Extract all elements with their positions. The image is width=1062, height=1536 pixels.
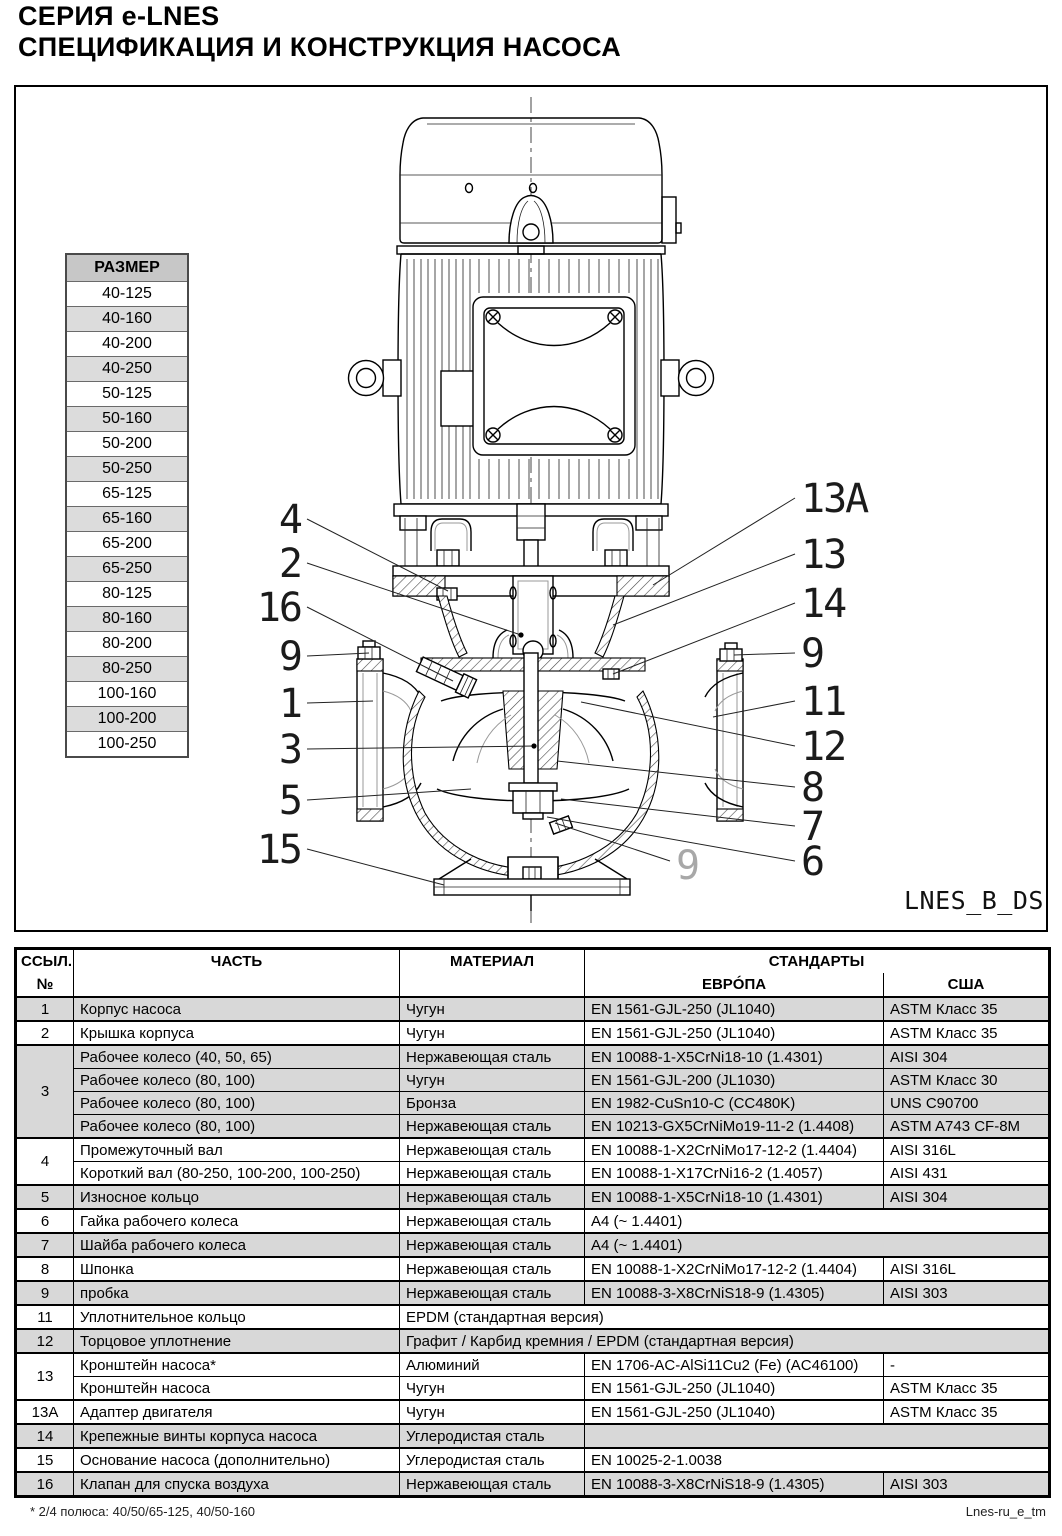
size-row: 40-250 — [67, 356, 187, 381]
leader-dot — [518, 632, 523, 637]
part-cell: Промежуточный вал — [74, 1138, 400, 1162]
ref-cell: 2 — [16, 1021, 74, 1045]
part-cell: Уплотнительное кольцо — [74, 1305, 400, 1329]
lifting-eye-right-icon — [661, 360, 714, 396]
usa-cell: AISI 303 — [884, 1281, 1050, 1305]
parts-header-row-1 — [16, 949, 1050, 974]
ref-cell: 15 — [16, 1448, 74, 1472]
parts-row — [16, 1115, 1050, 1139]
casing-screw — [603, 669, 619, 679]
size-row: 50-250 — [67, 456, 187, 481]
part-cell: Короткий вал (80-250, 100-200, 100-250) — [74, 1162, 400, 1186]
parts-row — [16, 1448, 1050, 1472]
usa-cell: ASTM A743 CF-8M — [884, 1115, 1050, 1139]
europe-cell: EN 10213-GX5CrNiMo19-11-2 (1.4408) — [585, 1115, 884, 1139]
callout-label: 9 — [801, 631, 824, 677]
material-cell: Нержавеющая сталь — [400, 1209, 585, 1233]
usa-cell: ASTM Класс 35 — [884, 1377, 1050, 1401]
impeller-washer — [509, 783, 557, 791]
leader-line — [307, 519, 448, 591]
leader-line — [734, 653, 795, 655]
ref-cell: 8 — [16, 1257, 74, 1281]
parts-table — [14, 947, 1051, 1498]
europe-cell: EN 1706-AC-AlSi11Cu2 (Fe) (AC46100) — [585, 1353, 884, 1377]
usa-header: США — [884, 973, 1050, 997]
ref-cell: 11 — [16, 1305, 74, 1329]
europe-header: ЕВРÓПА — [585, 973, 884, 997]
part-header: ЧАСТЬ — [74, 949, 400, 998]
material-cell: Нержавеющая сталь — [400, 1115, 585, 1139]
discharge-flange — [717, 659, 743, 821]
size-row: 80-200 — [67, 631, 187, 656]
impeller-nut — [513, 791, 553, 813]
ref-cell: 9 — [16, 1281, 74, 1305]
parts-row — [16, 1209, 1050, 1233]
part-cell: Рабочее колесо (80, 100) — [74, 1115, 400, 1139]
leader-line — [653, 498, 795, 585]
part-cell: Основание насоса (дополнительно) — [74, 1448, 400, 1472]
ref-cell: 13A — [16, 1400, 74, 1424]
part-cell: Крепежные винты корпуса насоса — [74, 1424, 400, 1448]
size-table — [65, 253, 189, 758]
europe-cell: A4 (~ 1.4401) — [585, 1233, 1050, 1257]
callout-label: 16 — [256, 585, 301, 631]
europe-cell: EN 1561-GJL-200 (JL1030) — [585, 1069, 884, 1092]
size-row: 80-160 — [67, 606, 187, 631]
usa-cell: UNS C90700 — [884, 1092, 1050, 1115]
callout-label: 14 — [801, 581, 846, 627]
size-row: 65-160 — [67, 506, 187, 531]
base-plate — [434, 857, 630, 911]
part-cell: Кронштейн насоса — [74, 1377, 400, 1401]
size-row: 50-125 — [67, 381, 187, 406]
parts-row — [16, 1233, 1050, 1257]
size-row: 50-160 — [67, 406, 187, 431]
usa-cell: ASTM Класс 35 — [884, 1021, 1050, 1045]
usa-cell: AISI 316L — [884, 1138, 1050, 1162]
standards-header: СТАНДАРТЫ — [585, 949, 1050, 974]
conduit-box — [441, 371, 474, 426]
page-title: СЕРИЯ e-LNES — [18, 1, 220, 31]
drawing-code: LNES_B_DS — [904, 886, 1044, 915]
europe-cell: EN 10088-1-X5CrNi18-10 (1.4301) — [585, 1185, 884, 1209]
page-subtitle: СПЕЦИФИКАЦИЯ И КОНСТРУКЦИЯ НАСОСА — [18, 32, 622, 62]
usa-cell: AISI 303 — [884, 1472, 1050, 1497]
callout-label: 9 — [676, 843, 699, 889]
part-cell: Клапан для спуска воздуха — [74, 1472, 400, 1497]
ref-cell: 1 — [16, 997, 74, 1021]
material-cell: Чугун — [400, 997, 585, 1021]
callout-label: 5 — [278, 778, 301, 824]
ref-cell: 6 — [16, 1209, 74, 1233]
europe-cell: EN 10025-2-1.0038 — [585, 1448, 1050, 1472]
size-row: 100-160 — [67, 681, 187, 706]
part-cell: Гайка рабочего колеса — [74, 1209, 400, 1233]
size-row: 65-250 — [67, 556, 187, 581]
ref-cell: 16 — [16, 1472, 74, 1497]
europe-cell: A4 (~ 1.4401) — [585, 1209, 1050, 1233]
terminal-box — [473, 297, 635, 455]
callout-label: 13 — [801, 532, 846, 578]
material-cell: Алюминий — [400, 1353, 585, 1377]
usa-cell: ASTM Класс 35 — [884, 997, 1050, 1021]
usa-cell: ASTM Класс 30 — [884, 1069, 1050, 1092]
motor-fan-cover — [400, 118, 681, 254]
parts-row — [16, 1329, 1050, 1353]
material-cell: Углеродистая сталь — [400, 1448, 585, 1472]
europe-cell: EN 1561-GJL-250 (JL1040) — [585, 1021, 884, 1045]
usa-cell: AISI 304 — [884, 1185, 1050, 1209]
material-cell: Чугун — [400, 1069, 585, 1092]
part-cell: Крышка корпуса — [74, 1021, 400, 1045]
material-cell: EPDM (стандартная версия) — [400, 1305, 1050, 1329]
size-row: 100-200 — [67, 706, 187, 731]
callout-label: 4 — [278, 497, 301, 543]
material-header: МАТЕРИАЛ — [400, 949, 585, 998]
ref-header-line2: № — [36, 976, 54, 993]
usa-cell: - — [884, 1353, 1050, 1377]
material-cell: Чугун — [400, 1021, 585, 1045]
ref-cell: 5 — [16, 1185, 74, 1209]
callout-label: 3 — [278, 727, 301, 773]
ref-cell: 4 — [16, 1138, 74, 1185]
parts-row — [16, 1424, 1050, 1448]
material-cell: Нержавеющая сталь — [400, 1162, 585, 1186]
leader-line — [581, 702, 795, 746]
parts-row — [16, 997, 1050, 1021]
leader-line — [547, 817, 795, 861]
leader-line — [307, 746, 534, 749]
parts-row — [16, 1400, 1050, 1424]
part-cell: Адаптер двигателя — [74, 1400, 400, 1424]
callout-label: 8 — [801, 765, 824, 811]
parts-row — [16, 1045, 1050, 1069]
size-row: 40-160 — [67, 306, 187, 331]
part-cell: Торцовое уплотнение — [74, 1329, 400, 1353]
material-cell: Нержавеющая сталь — [400, 1281, 585, 1305]
leader-line — [307, 789, 471, 800]
europe-cell: EN 10088-3-X8CrNiS18-9 (1.4305) — [585, 1281, 884, 1305]
size-row: 65-125 — [67, 481, 187, 506]
part-cell: пробка — [74, 1281, 400, 1305]
ref-header — [16, 949, 74, 998]
parts-row — [16, 1305, 1050, 1329]
europe-cell: EN 10088-1-X2CrNiMo17-12-2 (1.4404) — [585, 1138, 884, 1162]
size-row: 100-250 — [67, 731, 187, 756]
size-row: 80-125 — [67, 581, 187, 606]
parts-row — [16, 1092, 1050, 1115]
part-cell: Шпонка — [74, 1257, 400, 1281]
usa-cell: AISI 304 — [884, 1045, 1050, 1069]
part-cell: Рабочее колесо (80, 100) — [74, 1069, 400, 1092]
parts-row — [16, 1281, 1050, 1305]
parts-row — [16, 1185, 1050, 1209]
size-table-header: РАЗМЕР — [67, 255, 187, 281]
material-cell: Нержавеющая сталь — [400, 1185, 585, 1209]
size-row: 80-250 — [67, 656, 187, 681]
material-cell: Нержавеющая сталь — [400, 1233, 585, 1257]
callout-label: 11 — [801, 679, 846, 725]
ref-cell: 13 — [16, 1353, 74, 1400]
parts-row — [16, 1162, 1050, 1186]
footnote: * 2/4 полюса: 40/50/65-125, 40/50-160 — [30, 1504, 256, 1519]
europe-cell: EN 1982-CuSn10-C (CC480K) — [585, 1092, 884, 1115]
part-cell: Корпус насоса — [74, 997, 400, 1021]
callout-label: 15 — [256, 827, 301, 873]
material-cell: Чугун — [400, 1377, 585, 1401]
callout-label: 12 — [801, 724, 846, 770]
material-cell: Нержавеющая сталь — [400, 1472, 585, 1497]
europe-cell: EN 1561-GJL-250 (JL1040) — [585, 997, 884, 1021]
usa-cell: AISI 431 — [884, 1162, 1050, 1186]
size-row: 40-125 — [67, 281, 187, 306]
callout-label: 6 — [801, 839, 824, 885]
part-cell: Шайба рабочего колеса — [74, 1233, 400, 1257]
part-cell: Кронштейн насоса* — [74, 1353, 400, 1377]
ref-cell: 14 — [16, 1424, 74, 1448]
size-row: 65-200 — [67, 531, 187, 556]
material-cell: Нержавеющая сталь — [400, 1045, 585, 1069]
europe-cell: EN 10088-1-X17CrNi16-2 (1.4057) — [585, 1162, 884, 1186]
europe-cell: EN 1561-GJL-250 (JL1040) — [585, 1377, 884, 1401]
ref-cell: 12 — [16, 1329, 74, 1353]
material-cell: Чугун — [400, 1400, 585, 1424]
europe-cell: EN 10088-1-X5CrNi18-10 (1.4301) — [585, 1045, 884, 1069]
ref-cell: 3 — [16, 1045, 74, 1138]
size-row: 50-200 — [67, 431, 187, 456]
parts-row — [16, 1069, 1050, 1092]
material-cell: Углеродистая сталь — [400, 1424, 585, 1448]
parts-row — [16, 1138, 1050, 1162]
leader-line — [557, 761, 795, 787]
leader-dot — [531, 743, 536, 748]
doc-code: Lnes-ru_e_tm — [965, 1504, 1046, 1519]
callout-label: 13A — [801, 476, 868, 522]
europe-cell: EN 10088-3-X8CrNiS18-9 (1.4305) — [585, 1472, 884, 1497]
ref-cell: 7 — [16, 1233, 74, 1257]
material-cell: Графит / Карбид кремния / EPDM (стандартная версия) — [400, 1329, 1050, 1353]
europe-cell — [585, 1424, 1050, 1448]
callout-label: 7 — [801, 804, 824, 850]
leader-line — [613, 603, 795, 674]
size-row: 40-200 — [67, 331, 187, 356]
coupling — [517, 504, 545, 540]
callout-label: 9 — [278, 634, 301, 680]
parts-row — [16, 1021, 1050, 1045]
part-cell: Рабочее колесо (40, 50, 65) — [74, 1045, 400, 1069]
part-cell: Износное кольцо — [74, 1185, 400, 1209]
callout-label: 1 — [278, 681, 301, 727]
parts-row — [16, 1257, 1050, 1281]
ref-header-line1: ССЫЛ. — [21, 953, 73, 970]
parts-row — [16, 1353, 1050, 1377]
europe-cell: EN 10088-1-X2CrNiMo17-12-2 (1.4404) — [585, 1257, 884, 1281]
material-cell: Бронза — [400, 1092, 585, 1115]
callout-label: 2 — [278, 541, 301, 587]
leader-line — [307, 849, 444, 885]
part-cell: Рабочее колесо (80, 100) — [74, 1092, 400, 1115]
material-cell: Нержавеющая сталь — [400, 1138, 585, 1162]
leader-line — [561, 799, 795, 826]
usa-cell: AISI 316L — [884, 1257, 1050, 1281]
parts-row — [16, 1377, 1050, 1401]
europe-cell: EN 1561-GJL-250 (JL1040) — [585, 1400, 884, 1424]
usa-cell: ASTM Класс 35 — [884, 1400, 1050, 1424]
lifting-eye-left-icon — [349, 360, 402, 396]
material-cell: Нержавеющая сталь — [400, 1257, 585, 1281]
parts-row — [16, 1472, 1050, 1497]
